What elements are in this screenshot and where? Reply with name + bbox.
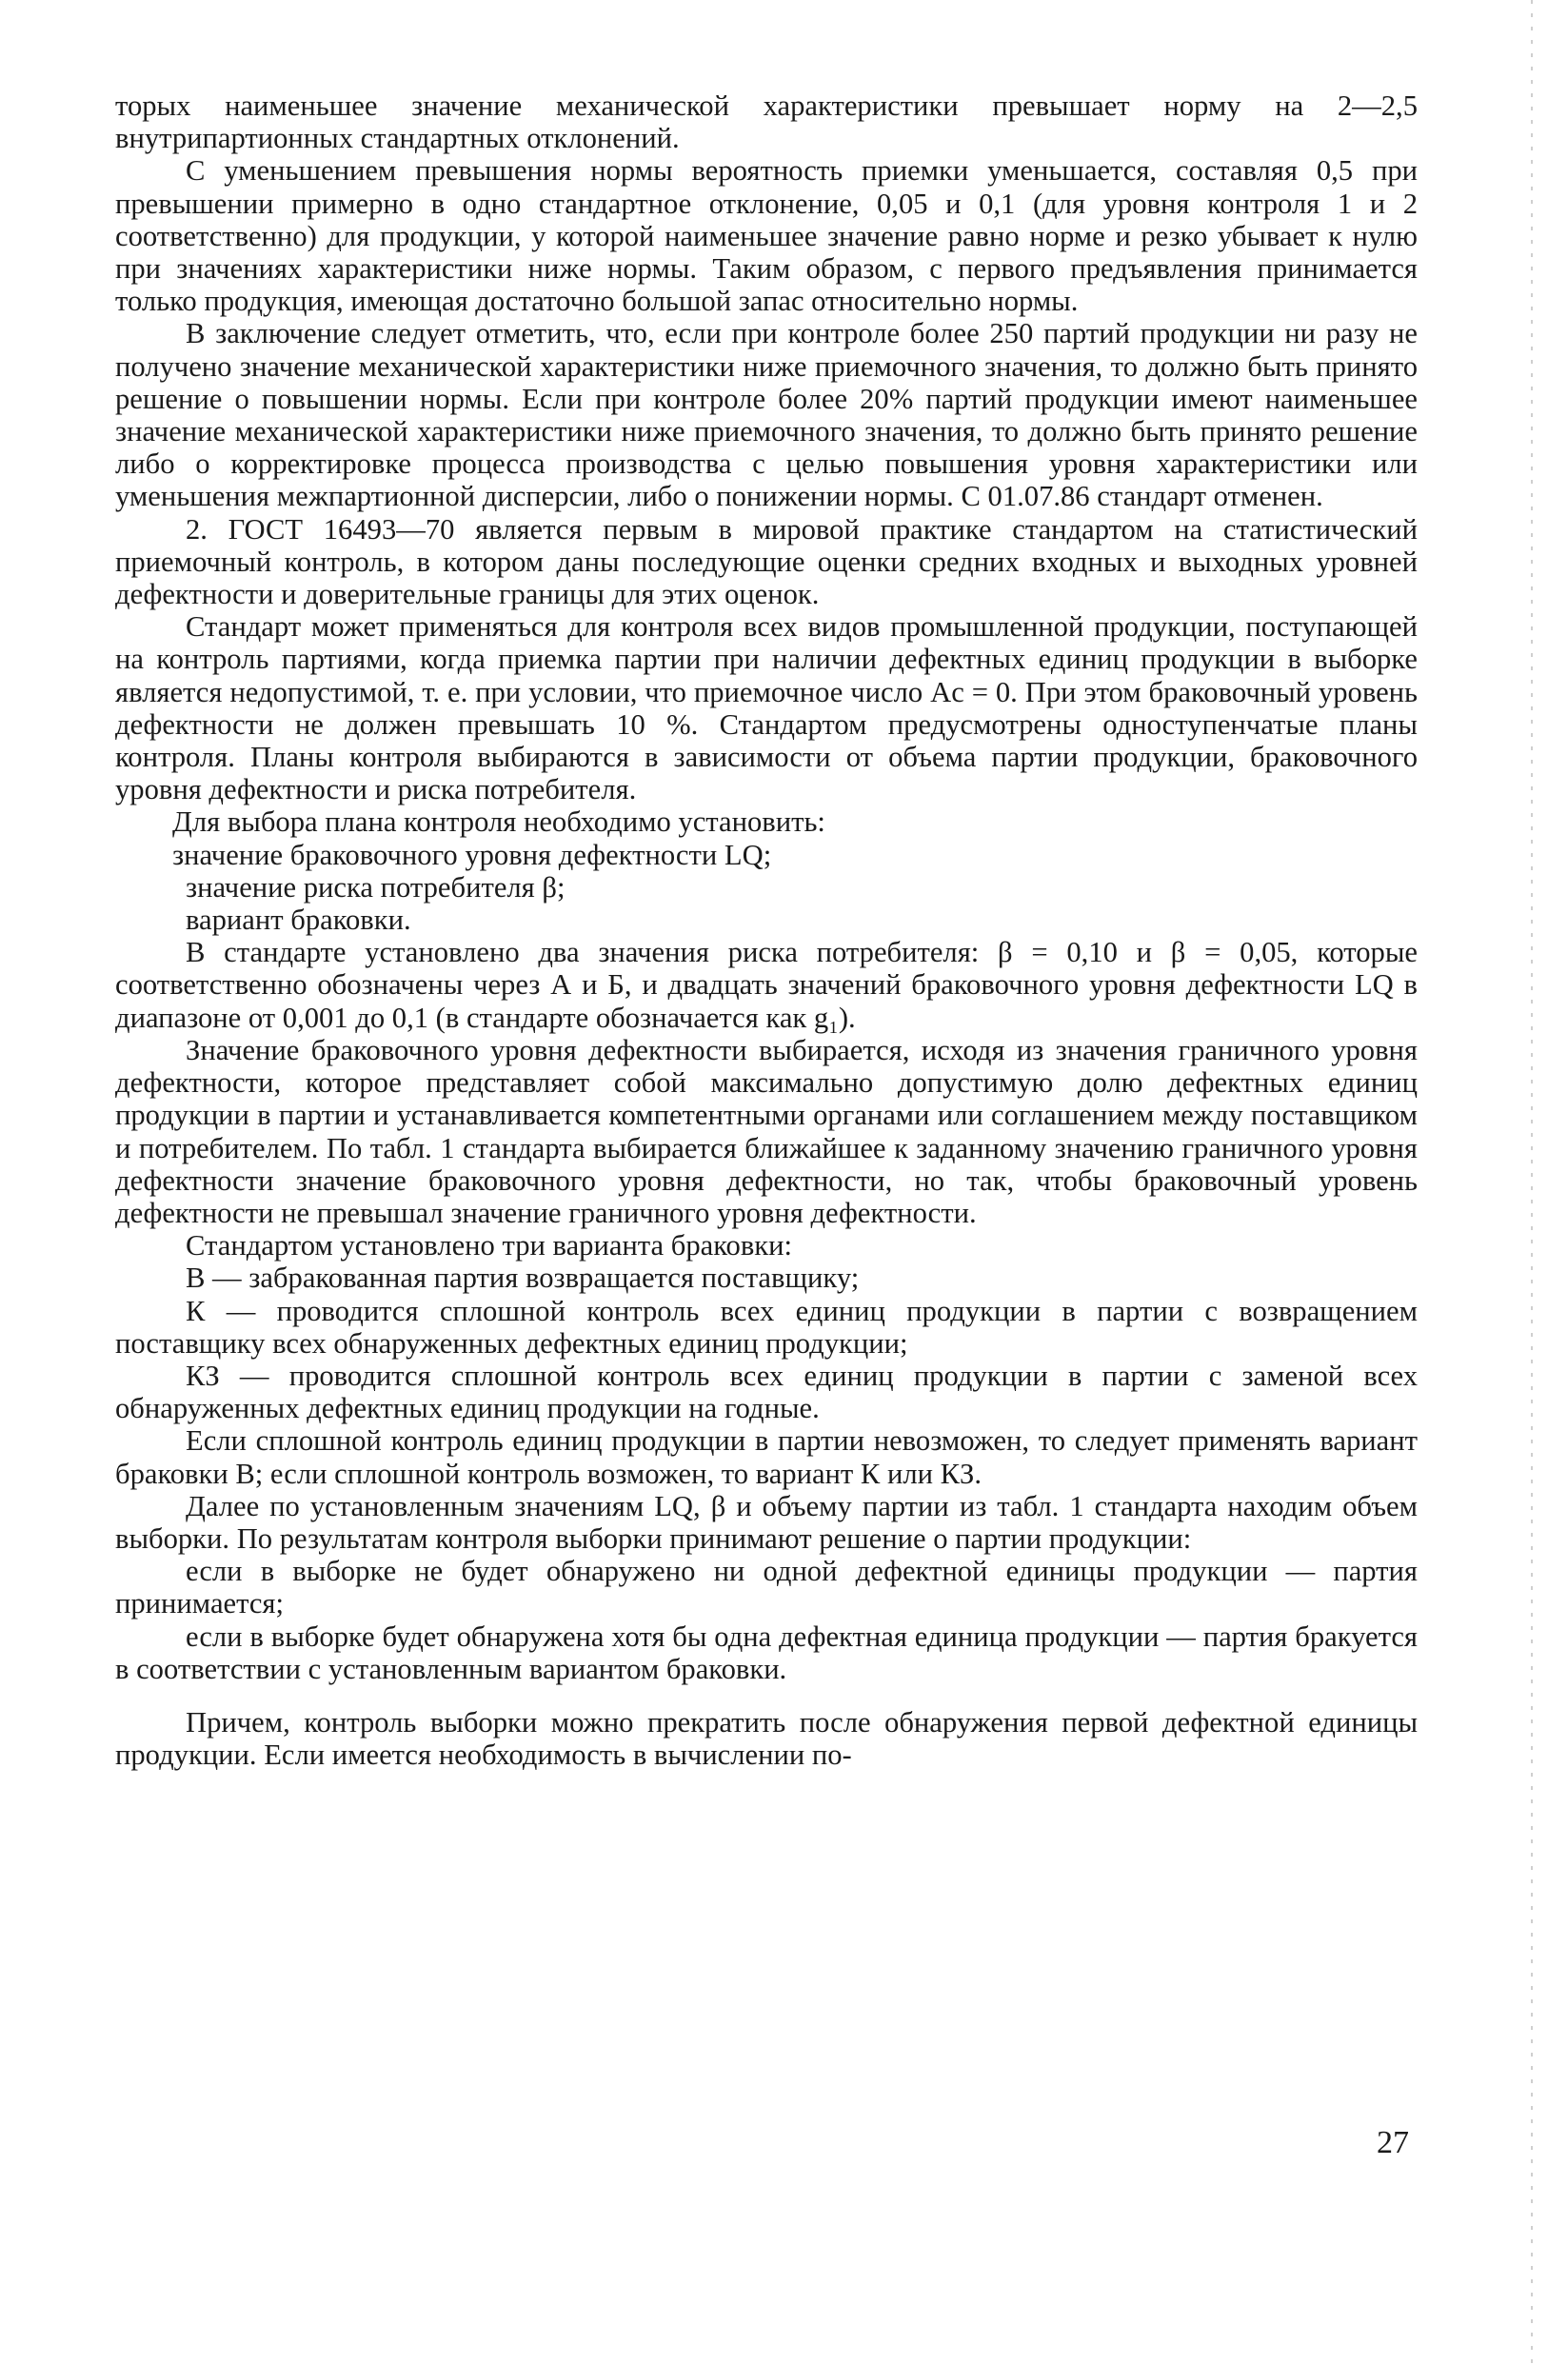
list-item: значение браковочного уровня дефектности LQ; <box>172 838 772 871</box>
paragraph: Далее по установленным значениям LQ, β и объему партии из табл. 1 стандарта находим объем выборки. По результатам контроля выборки принимают решение о партии продукции: <box>115 1489 1418 1555</box>
list-intro: Стандартом установлено три варианта браковки: <box>186 1229 793 1262</box>
paragraph-continuation: торых наименьшее значение механической характеристики превышает норму на 2—2,5 внутрипартионных стандартных отклонений. <box>115 89 1418 155</box>
paragraph: В заключение следует отметить, что, если при контроле более 250 партий продукции ни разу не получено значение механической характеристики ниже приемочного значения, то должно быть принято решение о повышении нормы. Если при контроле более 20% партий продукции имеют наименьшее значение механической характеристики ниже приемочного значения, то должно быть принято решение либо о корректировке процесса производства с целью повышения уровня характеристики или уменьшения межпартионной дисперсии, либо о понижении нормы. С 01.07.86 стандарт отменен. <box>115 317 1418 513</box>
scan-edge-mark <box>1531 0 1533 2365</box>
list-intro: Для выбора плана контроля необходимо установить: <box>172 805 825 839</box>
list-item: В — забракованная партия возвращается поставщику; <box>186 1262 860 1295</box>
page-number: 27 <box>1377 2125 1409 2160</box>
paragraph: Если сплошной контроль единиц продукции в партии невозможен, то следует применять вариант браковки В; если сплошной контроль возможен, то вариант К или КЗ. <box>115 1424 1418 1490</box>
list-item: К — проводится сплошной контроль всех единиц продукции в партии с возвращением поставщику всех обнаруженных дефектных единиц продукции; <box>115 1294 1418 1360</box>
paragraph: Причем, контроль выборки можно прекратить после обнаружения первой дефектной единицы продукции. Если имеется необходимость в вычислении по- <box>115 1705 1418 1772</box>
paragraph: Стандарт может применяться для контроля всех видов промышленной продукции, поступающей на контроль партиями, когда приемка партии при наличии дефектных единиц продукции в выборке является недопустимой, т. е. при условии, что приемочное число Ac = 0. При этом браковочный уровень дефектности не должен превышать 10 %. Стандартом предусмотрены одноступенчатые планы контроля. Планы контроля выбираются в зависимости от объема партии продукции, браковочного уровня дефектности и риска потребителя. <box>115 610 1418 806</box>
list-item: если в выборке будет обнаружена хотя бы одна дефектная единица продукции — партия бракуется в соответствии с установленным вариантом браковки. <box>115 1620 1418 1685</box>
list-item: вариант браковки. <box>186 904 411 937</box>
paragraph: С уменьшением превышения нормы вероятность приемки уменьшается, составляя 0,5 при превышении примерно в одно стандартное отклонение, 0,05 и 0,1 (для уровня контроля 1 и 2 соответственно) для продукции, у которой наименьшее значение равно норме и резко убывает к нулю при значениях характеристики ниже нормы. Таким образом, с первого предъявления принимается только продукция, имеющая достаточно большой запас относительно нормы. <box>115 154 1418 318</box>
page-body <box>115 89 1418 1771</box>
paragraph: В стандарте установлено два значения риска потребителя: β = 0,10 и β = 0,05, которые соответственно обозначены через А и Б, и двадцать значений браковочного уровня дефектности LQ в диапазоне от 0,001 до 0,1 (в стандарте обозначается как g₁). <box>115 936 1418 1034</box>
list-item: если в выборке не будет обнаружено ни одной дефектной единицы продукции — партия принимается; <box>115 1555 1418 1620</box>
list-item: значение риска потребителя β; <box>186 870 566 904</box>
paragraph-section-2: 2. ГОСТ 16493—70 является первым в мировой практике стандартом на статистический приемочный контроль, в котором даны последующие оценки средних входных и выходных уровней дефектности и доверительные границы для этих оценок. <box>115 512 1418 611</box>
paragraph: Значение браковочного уровня дефектности выбирается, исходя из значения граничного уровня дефектности, которое представляет собой максимально допустимую долю дефектных единиц продукции в партии и устанавливается компетентными органами или соглашением между поставщиком и потребителем. По табл. 1 стандарта выбирается ближайшее к заданному значению граничного уровня дефектности значение браковочного уровня дефектности, но так, чтобы браковочный уровень дефектности не превышал значение граничного уровня дефектности. <box>115 1033 1418 1229</box>
list-item: КЗ — проводится сплошной контроль всех единиц продукции в партии с заменой всех обнаруженных дефектных единиц продукции на годные. <box>115 1359 1418 1425</box>
